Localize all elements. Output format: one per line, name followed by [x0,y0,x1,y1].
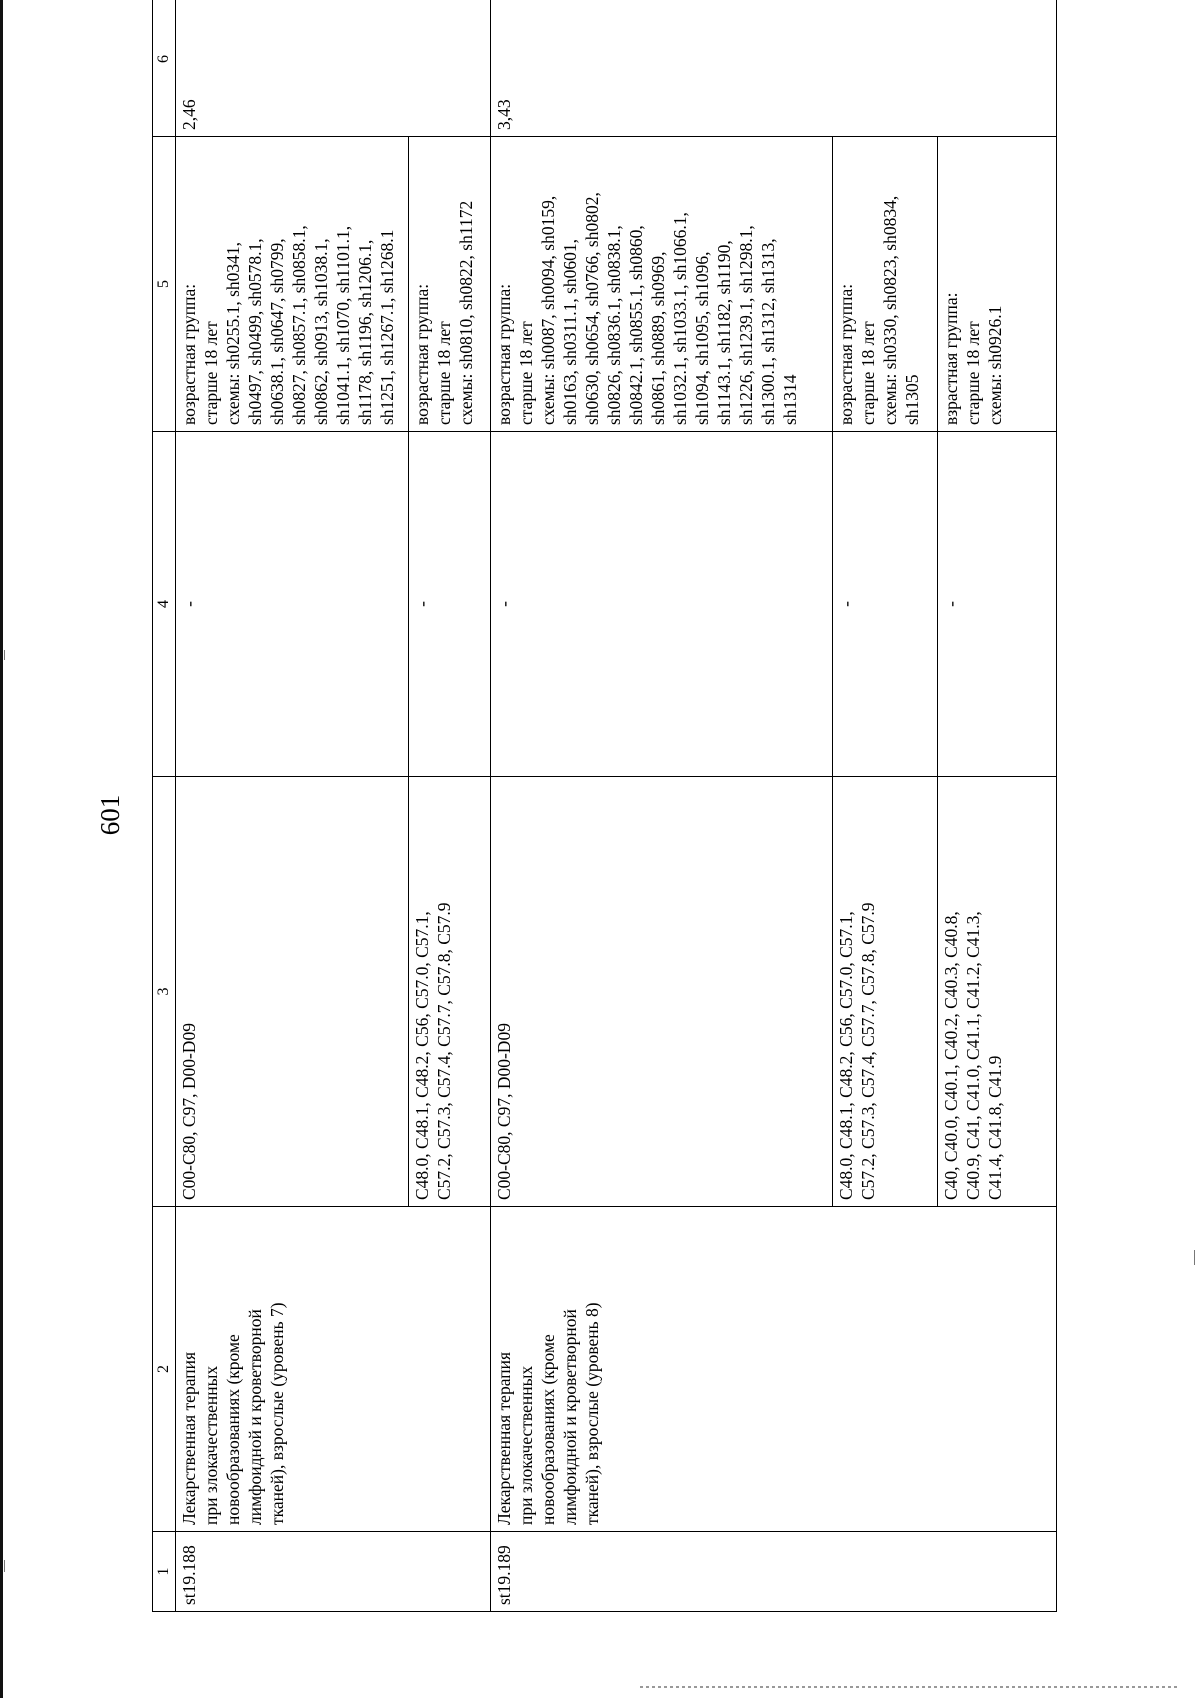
diagnosis-codes: C00-C80, C97, D00-D09 [491,777,833,1207]
criteria-cell: возрастная группа: старше 18 лет схемы: sh0087, sh0094, sh0159, sh0163, sh0311.1, sh0601, sh0630, sh0654, sh0766, sh0802, sh0826, sh0836.1, sh0838.1, sh0842.1, sh0855.1, sh0860, sh0861, sh0889, sh0969, sh1032.1, sh1033.1, sh1066.1, sh1094, sh1095, sh1096, sh1143.1, sh1182, sh1190, sh1226, sh1239.1, sh1298.1, sh1300.1, sh1312, sh1313, sh1314 [491,137,833,432]
page-number: 601 [95,794,125,836]
criteria-cell: возрастная группа: старше 18 лет схемы: sh0810, sh0822, sh1172 [409,137,491,432]
diagnosis-codes: C40, C40.0, C40.1, C40.2, C40.3, C40.8, C40.9, C41, C41.0, C41.1, C41.2, C41.3, C41.4, C41.8, C41.9 [938,777,1057,1207]
coefficient: 2,46 [176,0,491,137]
coefficient: 3,43 [491,0,1057,137]
rotated-table-sheet [152,0,1057,1612]
scan-mark [4,1560,5,1572]
additional-criteria: - [409,432,491,777]
header-cell: 6 [153,0,176,137]
header-cell: 4 [153,432,176,777]
additional-criteria: - [938,432,1057,777]
diagnosis-codes: C48.0, C48.1, C48.2, C56, C57.0, C57.1, C57.2, C57.3, C57.4, C57.7, C57.8, C57.9 [409,777,491,1207]
tariff-table [152,0,1057,1612]
header-cell: 3 [153,777,176,1207]
scan-mark [4,650,5,660]
row-code: st19.188 [176,1532,491,1612]
diagnosis-codes: C00-C80, C97, D00-D09 [176,777,409,1207]
row-name: Лекарственная терапия при злокачественных новообразованиях (кроме лимфоидной и кроветворной тканей), взрослые (уровень 7) [176,1207,491,1532]
row-name: Лекарственная терапия при злокачественных новообразованиях (кроме лимфоидной и кроветворной тканей), взрослые (уровень 8) [491,1207,1057,1532]
criteria-cell: возрастная группа: старше 18 лет схемы: sh0255.1, sh0341, sh0497, sh0499, sh0578.1, sh0638.1, sh0647, sh0799, sh0827, sh0857.1, sh0858.1, sh0862, sh0913, sh1038.1, sh1041.1, sh1070, sh1101.1, sh1178, sh1196, sh1206.1, sh1251, sh1267.1, sh1268.1 [176,137,409,432]
header-cell: 5 [153,137,176,432]
scan-dots [640,1686,1180,1688]
header-row [153,0,176,1612]
additional-criteria: - [491,432,833,777]
criteria-cell: взрастная группа: старше 18 лет схемы: sh0926.1 [938,137,1057,432]
additional-criteria: - [176,432,409,777]
page-edge [0,0,3,1698]
table-row [491,0,833,1612]
criteria-cell: возрастная группа: старше 18 лет схемы: sh0330, sh0823, sh0834, sh1305 [833,137,938,432]
diagnosis-codes: C48.0, C48.1, C48.2, C56, C57.0, C57.1, C57.2, C57.3, C57.4, C57.7, C57.8, C57.9 [833,777,938,1207]
header-cell: 2 [153,1207,176,1532]
header-cell: 1 [153,1532,176,1612]
additional-criteria: - [833,432,938,777]
scan-mark [1194,1250,1195,1265]
table-row [176,0,409,1612]
row-code: st19.189 [491,1532,1057,1612]
